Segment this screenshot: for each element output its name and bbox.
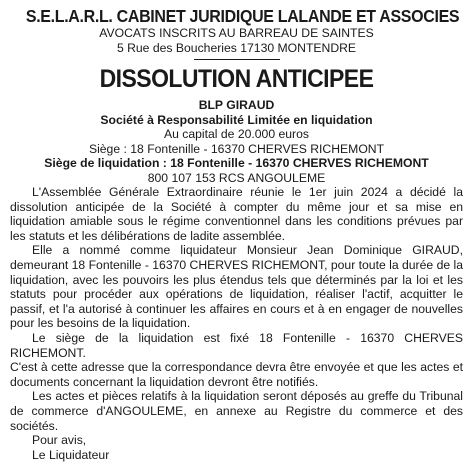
company-form: Société à Responsabilité Limitée en liquidation — [100, 112, 373, 127]
divider-rule — [194, 59, 280, 60]
paragraph-decision: L'Assemblée Générale Extraordinaire réunie le 1er juin 2024 a décidé la dissolution anticipée de la Société à compter du même jour et sa mise en liquidation amiable sous le régime conventionnel dans les conditions prévues par les statuts et les délibérations de ladite assemblée. — [10, 185, 463, 243]
signatory: Le Liquidateur — [32, 447, 110, 462]
paragraph-filing: Les actes et pièces relatifs à la liquidation seront déposés au greffe du Tribunal de commerce d'ANGOULEME, en annexe au Registre du commerce et des sociétés. — [10, 389, 463, 433]
company-siege-liquidation: Siège de liquidation : 18 Fontenille - 16370 CHERVES RICHEMONT — [44, 156, 429, 170]
company-siege: Siège : 18 Fontenille - 16370 CHERVES RICHEMONT — [88, 141, 385, 156]
company-capital: Au capital de 20.000 euros — [163, 127, 309, 141]
firm-name: S.E.L.A.R.L. CABINET JURIDIQUE LALANDE ET ASSOCIES — [25, 6, 460, 26]
company-block — [10, 98, 463, 185]
notice-title: DISSOLUTION ANTICIPEE — [99, 65, 374, 93]
paragraph-liquidation-seat: Le siège de la liquidation est fixé 18 Fontenille - 16370 CHERVES RICHEMONT. — [10, 330, 463, 360]
notice-body — [10, 185, 463, 433]
pour-avis: Pour avis, — [32, 433, 87, 448]
firm-bar: AVOCATS INSCRITS AU BARREAU DE SAINTES — [99, 26, 374, 40]
firm-address: 5 Rue des Boucheries 17130 MONTENDRE — [116, 40, 357, 55]
company-rcs: 800 107 153 RCS ANGOULEME — [147, 170, 326, 185]
company-name: BLP GIRAUD — [198, 98, 275, 112]
paragraph-correspondence: C'est à cette adresse que la correspondance devra être envoyée et que les actes et documents concernant la liquidation devront être notifiés. — [10, 360, 463, 389]
paragraph-liquidator: Elle a nommé comme liquidateur Monsieur Jean Dominique GIRAUD, demeurant 18 Fontenille - 16370 CHERVES RICHEMONT, pour toute la durée de la liquidation, avec les pouvoirs les plus étendus tels que déterminés par la loi et les statuts pour procéder aux opérations de liquidation, réaliser l'actif, acquitter le passif, et l'a autorisé à continuer les affaires en cours et à en engager de nouvelles pour les besoins de la liquidation. — [10, 243, 463, 331]
